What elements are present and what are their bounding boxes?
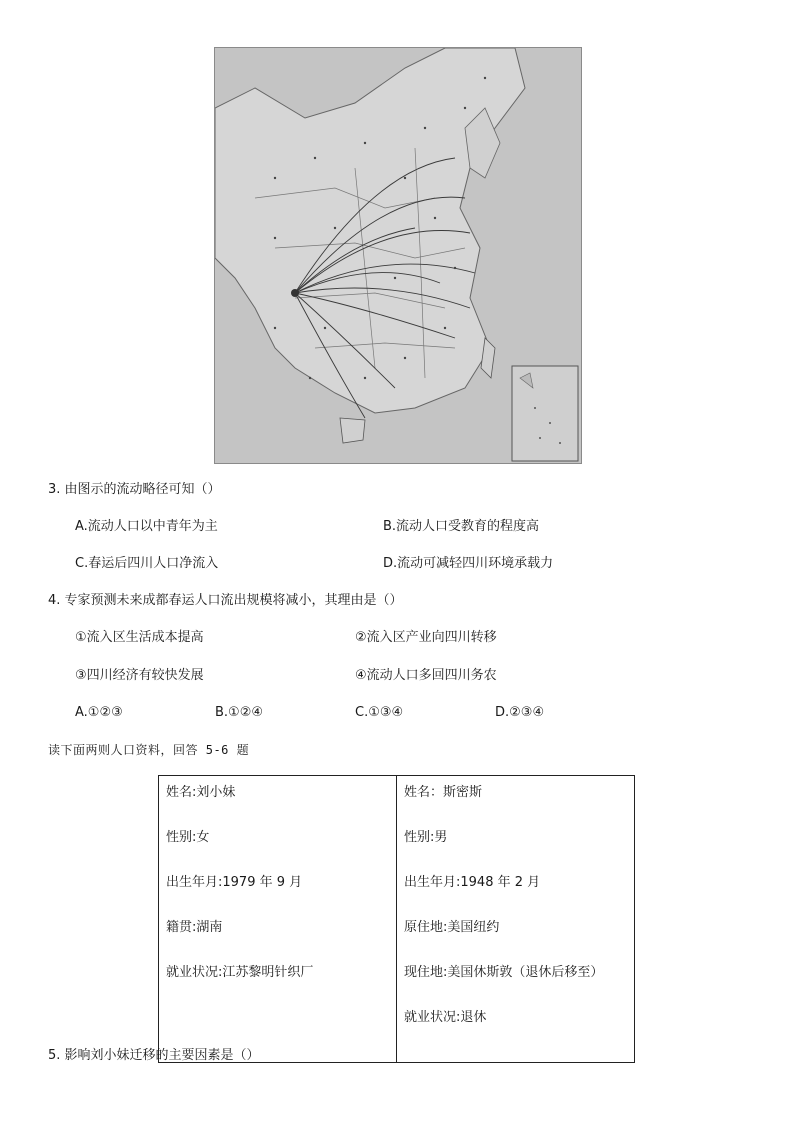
q3-option-a[interactable]: A.流动人口以中青年为主 <box>75 519 218 534</box>
south-china-sea-inset <box>512 366 578 461</box>
q4-option-a[interactable]: A.①②③ <box>75 705 123 720</box>
q4-reason-4: ④流动人口多回四川务农 <box>355 668 497 683</box>
q3-option-c[interactable]: C.春运后四川人口净流入 <box>75 556 219 571</box>
q4-reason-3: ③四川经济有较快发展 <box>75 668 204 683</box>
q4-option-c[interactable]: C.①③④ <box>355 705 404 720</box>
person-liu-cell <box>159 776 397 1063</box>
smith-gender: 性别:男 <box>404 830 448 845</box>
smith-current-residence: 现住地:美国休斯敦（退休后移至） <box>404 965 604 980</box>
q3-option-b[interactable]: B.流动人口受教育的程度高 <box>383 519 540 534</box>
question-4-stem: 4. 专家预测未来成都春运人口流出规模将减小，其理由是（） <box>48 593 403 608</box>
q4-option-d[interactable]: D.②③④ <box>495 705 545 720</box>
smith-birth: 出生年月:1948 年 2 月 <box>404 875 541 890</box>
chengdu-marker <box>291 289 299 297</box>
q3-option-d[interactable]: D.流动可减轻四川环境承载力 <box>383 556 554 571</box>
q4-reason-1: ①流入区生活成本提高 <box>75 630 204 645</box>
liu-origin: 籍贯:湖南 <box>166 920 223 935</box>
map-drawing <box>215 48 581 463</box>
liu-employment: 就业状况:江苏黎明针织厂 <box>166 965 314 980</box>
question-5-stem: 5. 影响刘小妹迁移的主要因素是（） <box>48 1048 260 1063</box>
smith-former-residence: 原住地:美国纽约 <box>404 920 500 935</box>
smith-name: 姓名：斯密斯 <box>404 785 483 800</box>
liu-name: 姓名:刘小妹 <box>166 785 236 800</box>
section-lead: 读下面两则人口资料，回答 5-6 题 <box>48 743 250 757</box>
liu-gender: 性别:女 <box>166 830 210 845</box>
smith-employment: 就业状况:退休 <box>404 1010 487 1025</box>
q4-option-b[interactable]: B.①②④ <box>215 705 264 720</box>
migration-map <box>214 47 582 464</box>
person-smith-cell <box>397 776 635 1063</box>
q4-reason-2: ②流入区产业向四川转移 <box>355 630 497 645</box>
liu-birth: 出生年月:1979 年 9 月 <box>166 875 303 890</box>
hainan-shape <box>340 418 365 443</box>
question-3-stem: 3. 由图示的流动略径可知（） <box>48 482 221 497</box>
population-info-table <box>158 775 635 1063</box>
